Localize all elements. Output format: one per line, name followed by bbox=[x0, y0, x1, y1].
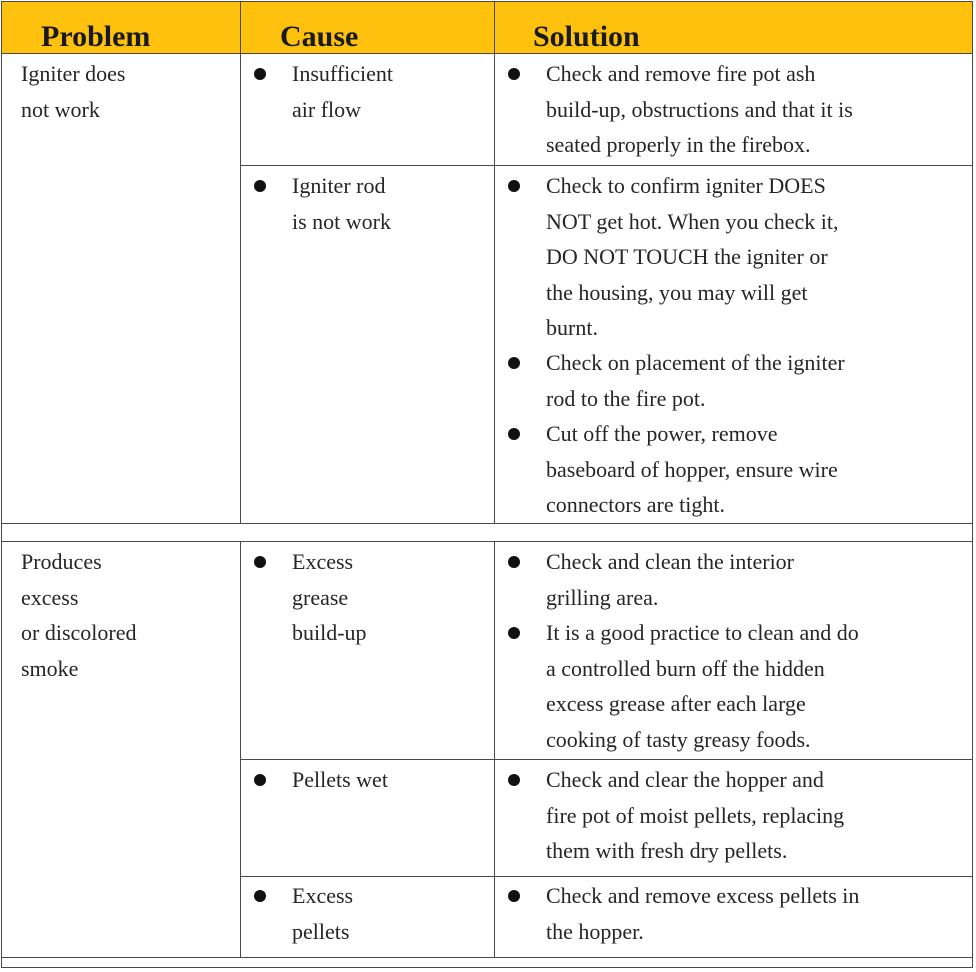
solution-line: a controlled burn off the hidden bbox=[546, 655, 825, 681]
cause-line: is not work bbox=[292, 208, 391, 234]
solution-line: Cut off the power, remove bbox=[546, 421, 778, 446]
cause-line: pellets bbox=[292, 918, 350, 944]
solution-line: Check on placement of the igniter bbox=[546, 350, 845, 375]
problem-line: not work bbox=[21, 96, 100, 122]
solution-line: the housing, you may will get bbox=[546, 279, 808, 305]
border-col-1b bbox=[240, 541, 241, 958]
solution-line: connectors are tight. bbox=[546, 492, 725, 517]
problem-line: smoke bbox=[21, 655, 79, 681]
solution-line: them with fresh dry pellets. bbox=[546, 838, 788, 863]
border-bottom bbox=[1, 967, 973, 968]
cause-line: Igniter rod bbox=[292, 173, 386, 198]
problem-line: excess bbox=[21, 584, 79, 610]
border-right bbox=[972, 1, 973, 968]
border-row-4-5 bbox=[240, 876, 973, 877]
bullet-icon bbox=[508, 180, 520, 192]
cause-line: Excess bbox=[292, 549, 354, 574]
bullet-icon bbox=[508, 774, 520, 786]
header-problem: Problem bbox=[41, 20, 151, 53]
bullet-icon bbox=[508, 627, 520, 639]
bullet-icon bbox=[254, 180, 266, 192]
cause-line: build-up bbox=[292, 620, 367, 645]
cause-line: Pellets wet bbox=[292, 767, 388, 792]
cause-line: air flow bbox=[292, 96, 362, 122]
header-cause: Cause bbox=[280, 20, 359, 53]
problem-line: or discolored bbox=[21, 620, 137, 645]
border-left bbox=[1, 1, 2, 968]
border-header-bottom bbox=[1, 53, 973, 54]
border-group2-bottom bbox=[1, 957, 973, 958]
cause-line: grease bbox=[292, 584, 349, 610]
solution-line: fire pot of moist pellets, replacing bbox=[546, 802, 845, 828]
bullet-icon bbox=[254, 774, 266, 786]
border-row-3-4 bbox=[240, 759, 973, 760]
solution-line: grilling area. bbox=[546, 584, 659, 610]
border-col-2 bbox=[494, 1, 495, 524]
border-col-1 bbox=[240, 1, 241, 524]
header-solution: Solution bbox=[533, 20, 640, 53]
border-group1-bottom bbox=[1, 523, 973, 524]
solution-line: build-up, obstructions and that it is bbox=[546, 96, 853, 122]
border-top bbox=[1, 1, 973, 2]
bullet-icon bbox=[254, 890, 266, 902]
problem-line: Produces bbox=[21, 549, 102, 574]
bullet-icon bbox=[508, 890, 520, 902]
bullet-icon bbox=[508, 556, 520, 568]
bullet-icon bbox=[508, 428, 520, 440]
bullet-icon bbox=[508, 68, 520, 80]
solution-line: burnt. bbox=[546, 315, 598, 340]
solution-line: the hopper. bbox=[546, 918, 644, 944]
solution-line: Check and remove fire pot ash bbox=[546, 61, 816, 86]
solution-line: Check and clear the hopper and bbox=[546, 767, 824, 792]
solution-line: excess grease after each large bbox=[546, 691, 806, 716]
border-row-1-2 bbox=[240, 165, 973, 166]
solution-line: Check to confirm igniter DOES bbox=[546, 173, 826, 198]
problem-cell-smoke bbox=[21, 544, 136, 686]
solution-line: It is a good practice to clean and do bbox=[546, 620, 859, 645]
bullet-icon bbox=[508, 357, 520, 369]
border-col-2b bbox=[494, 541, 495, 958]
solution-line: NOT get hot. When you check it, bbox=[546, 208, 839, 234]
cause-line: Insufficient bbox=[292, 61, 394, 86]
solution-line: seated properly in the firebox. bbox=[546, 132, 811, 157]
solution-line: baseboard of hopper, ensure wire bbox=[546, 456, 838, 482]
solution-line: rod to the fire pot. bbox=[546, 385, 706, 411]
table-header-row bbox=[1, 2, 973, 53]
bullet-icon bbox=[254, 68, 266, 80]
solution-line: Check and remove excess pellets in bbox=[546, 883, 860, 908]
solution-line: Check and clean the interior bbox=[546, 549, 795, 574]
problem-cell-igniter bbox=[21, 56, 125, 127]
bullet-icon bbox=[254, 556, 266, 568]
problem-line: Igniter does bbox=[21, 61, 126, 86]
cause-line: Excess bbox=[292, 883, 354, 908]
solution-line: cooking of tasty greasy foods. bbox=[546, 726, 811, 752]
solution-line: DO NOT TOUCH the igniter or bbox=[546, 244, 828, 269]
border-group2-top bbox=[1, 541, 973, 542]
